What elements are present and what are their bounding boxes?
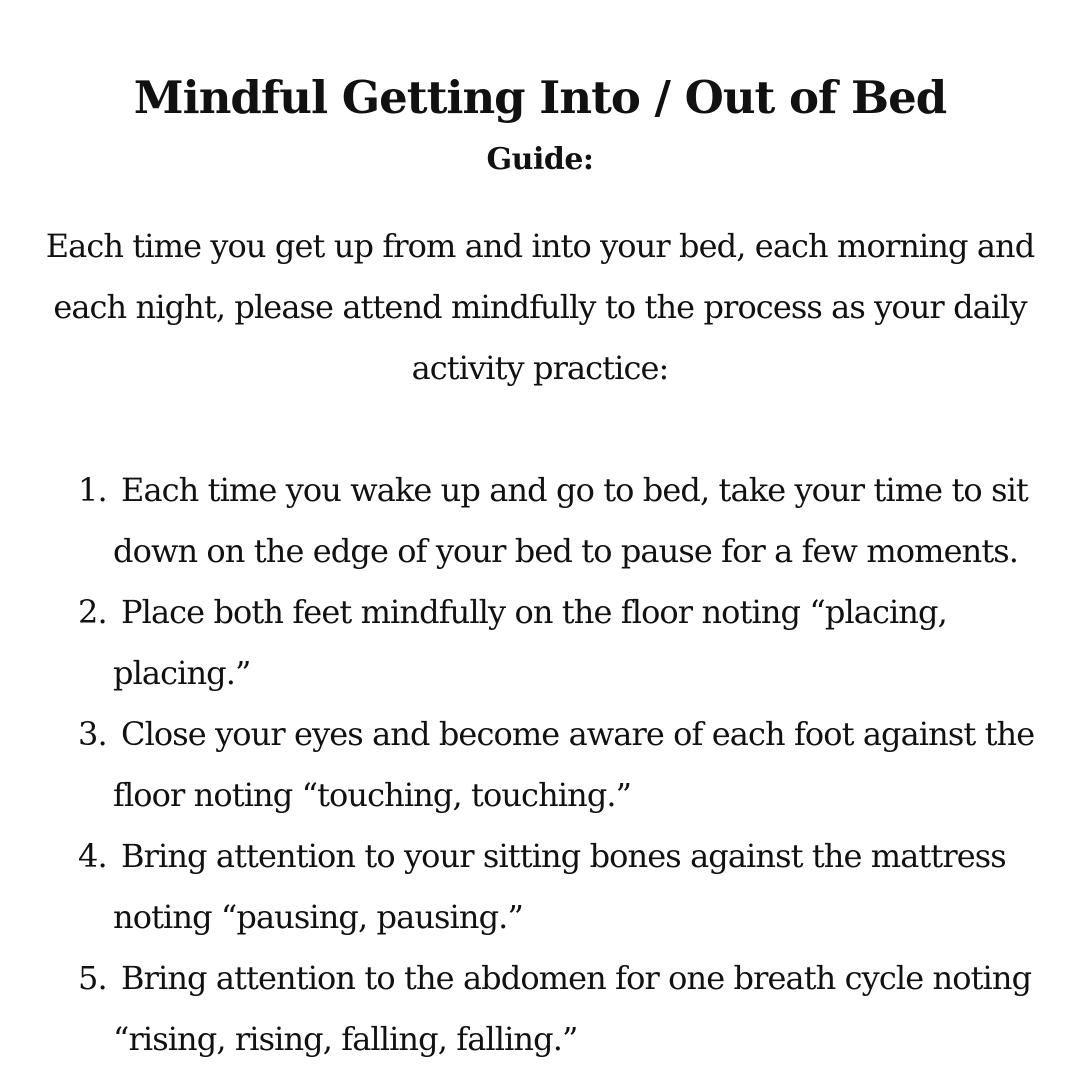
step-text: Place both feet mindfully on the floor noting “placing, placing.”: [113, 593, 947, 692]
list-item: [0, 582, 1080, 704]
step-number: 4.: [78, 837, 107, 875]
step-number: 3.: [78, 715, 107, 753]
list-item: [0, 460, 1080, 582]
step-number: 1.: [78, 471, 107, 509]
page-subtitle: Guide:: [486, 142, 594, 177]
step-number: 5.: [78, 959, 107, 997]
list-item: [0, 704, 1080, 826]
step-text: Bring attention to your sitting bones against the mattress noting “pausing, pausing.”: [113, 837, 1006, 936]
list-item: [0, 826, 1080, 948]
step-text: Bring attention to the abdomen for one breath cycle noting “rising, rising, falling, falling.”: [113, 959, 1032, 1058]
page-title: Mindful Getting Into / Out of Bed: [133, 71, 947, 124]
step-text: Close your eyes and become aware of each foot against the floor noting “touching, touching.”: [113, 715, 1035, 814]
intro-paragraph: Each time you get up from and into your bed, each morning and each night, please attend mindfully to the process as your daily activity practice:: [45, 227, 1035, 387]
step-text: Each time you wake up and go to bed, take your time to sit down on the edge of your bed to pause for a few moments.: [113, 471, 1028, 570]
step-number: 2.: [78, 593, 107, 631]
steps-list: [0, 460, 1080, 1070]
list-item: [0, 948, 1080, 1070]
